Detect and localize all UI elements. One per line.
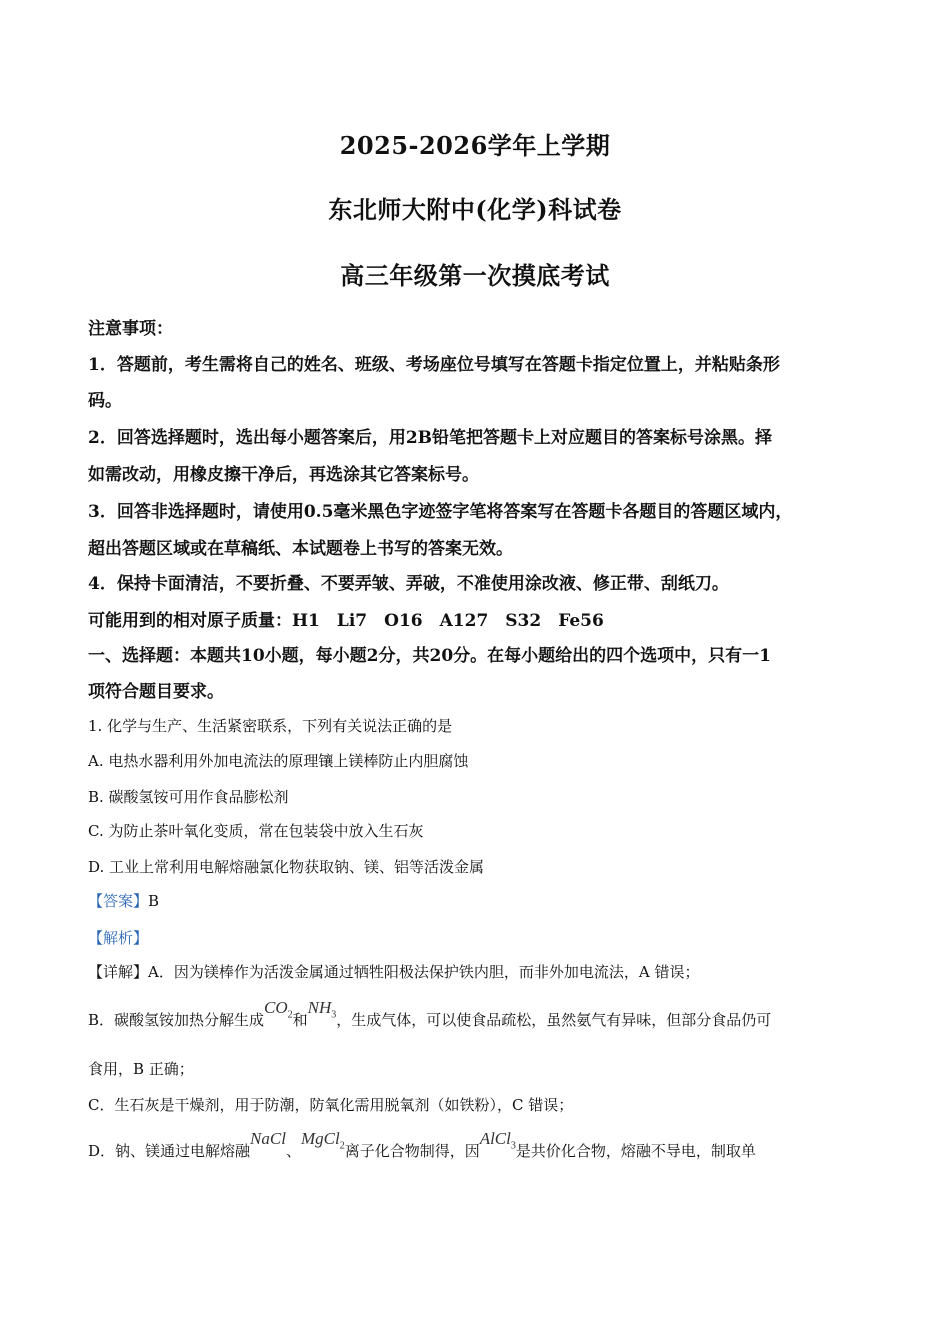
detail-d-text-1: D．钠、镁通过电解熔融	[88, 1142, 251, 1160]
analysis-tag: 【解析】	[88, 929, 149, 947]
notice-item-2a: 2．回答选择题时，选出每小题答案后，用2B铅笔把答题卡上对应题目的答案标号涂黑。择	[88, 428, 773, 448]
answer-value: B	[148, 892, 160, 910]
header-exam-level: 高三年级第一次摸底考试	[340, 261, 610, 290]
detail-tag: 【详解】	[88, 963, 149, 981]
notice-title: 注意事项：	[88, 319, 173, 339]
formula-mgcl2: MgCl$_2$	[300, 1129, 345, 1152]
detail-b-text-2: ，生成气体，可以使食品疏松，虽然氨气有异味，但部分食品仍可	[336, 1011, 772, 1029]
header-exam-name: 东北师大附中(化学)科试卷	[328, 195, 622, 224]
header-school-year: 2025-2026学年上学期	[339, 131, 611, 160]
detail-d-text-2: 离子化合物制得，因	[344, 1142, 480, 1160]
formula-nh3: $NH_3$	[307, 998, 337, 1021]
formula-alcl3: AlCl$_3$	[479, 1129, 516, 1152]
detail-c-line: C．生石灰是干燥剂，用于防潮，防氧化需用脱氧剂（如铁粉），C 错误；	[88, 1096, 574, 1114]
formula-nacl: NaCl	[250, 1129, 286, 1148]
detail-a-text: A．因为镁棒作为活泼金属通过牺牲阳极法保护铁内胆，而非外加电流法，A 错误；	[148, 963, 700, 981]
notice-item-4: 4．保持卡面清洁，不要折叠、不要弄皱、弄破，不准使用涂改液、修正带、刮纸刀。	[88, 574, 729, 594]
atomic-mass-line: 可能用到的相对原子质量：H1 Li7 O16 A127 S32 Fe56	[88, 611, 604, 631]
question-1-option-d: D. 工业上常利用电解熔融氯化物获取钠、镁、铝等活泼金属	[88, 858, 485, 876]
detail-a-line	[88, 961, 699, 982]
notice-item-3a: 3．回答非选择题时，请使用0.5毫米黑色字迹签字笔将答案写在答题卡各题目的答题区域内，	[88, 502, 793, 522]
detail-b-line-2: 食用，B 正确；	[88, 1060, 194, 1078]
answer-line	[88, 890, 159, 911]
detail-d-text-3: 是共价化合物，熔融不导电，制取单	[515, 1142, 756, 1160]
question-1-stem: 1. 化学与生产、生活紧密联系，下列有关说法正确的是	[88, 717, 453, 735]
section-heading-b: 项符合题目要求。	[88, 682, 224, 702]
question-1-option-c: C. 为防止茶叶氧化变质，常在包装袋中放入生石灰	[88, 822, 424, 840]
detail-b-text-1: B．碳酸氢铵加热分解生成	[88, 1011, 265, 1029]
detail-b-and: 和	[292, 1011, 308, 1029]
detail-d-separator: 、	[285, 1142, 301, 1160]
detail-d-line	[88, 1129, 756, 1163]
notice-item-3b: 超出答题区域或在草稿纸、本试题卷上书写的答案无效。	[88, 539, 513, 559]
section-heading-a: 一、选择题：本题共10小题，每小题2分，共20分。在每小题给出的四个选项中，只有一1	[88, 646, 771, 666]
question-1-option-a: A. 电热水器利用外加电流法的原理镶上镁棒防止内胆腐蚀	[88, 752, 469, 770]
answer-tag: 【答案】	[88, 892, 149, 910]
detail-b-line	[88, 998, 772, 1032]
notice-item-2b: 如需改动，用橡皮擦干净后，再选涂其它答案标号。	[88, 465, 479, 485]
notice-item-1b: 码。	[88, 391, 122, 411]
notice-item-1a: 1．答题前，考生需将自己的姓名、班级、考场座位号填写在答题卡指定位置上，并粘贴条形	[88, 355, 780, 375]
formula-co2: $CO_2$	[264, 998, 293, 1021]
question-1-option-b: B. 碳酸氢铵可用作食品膨松剂	[88, 788, 289, 806]
